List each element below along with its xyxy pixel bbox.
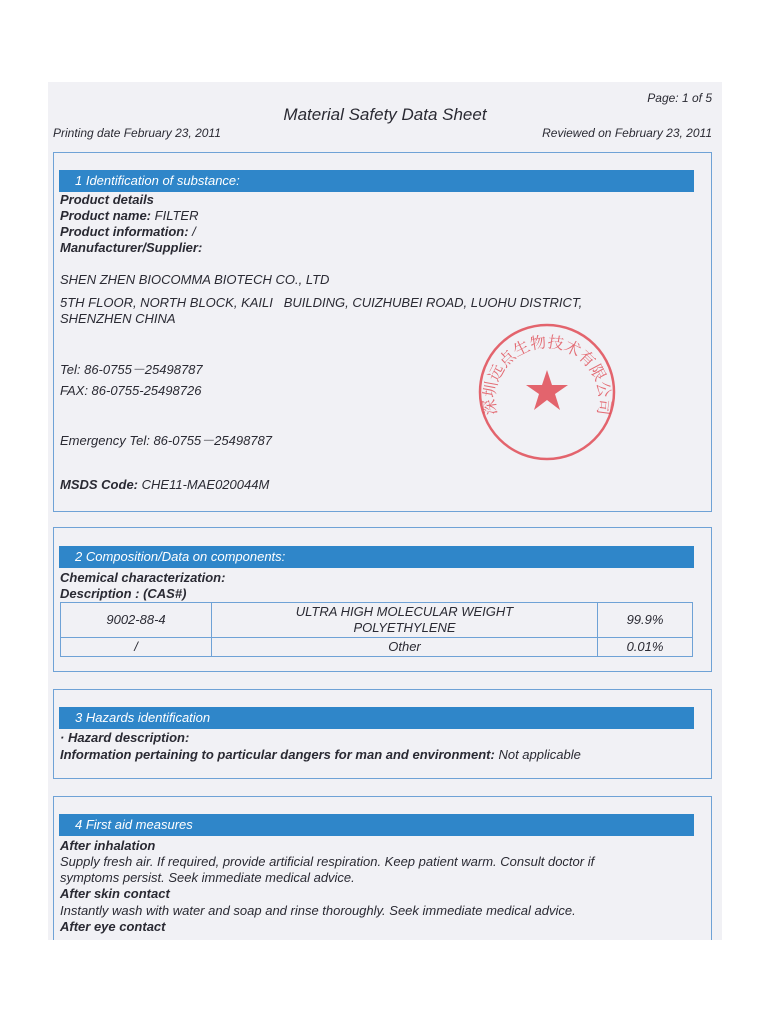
msds-code-value: CHE11-MAE020044M bbox=[141, 477, 270, 492]
section-composition bbox=[53, 527, 712, 672]
emergency-telephone: Emergency Tel: 86-0755－25498787 bbox=[60, 433, 272, 448]
company-seal-stamp bbox=[473, 322, 621, 462]
component-name-line-1: ULTRA HIGH MOLECULAR WEIGHT bbox=[295, 604, 514, 619]
table-row bbox=[61, 603, 693, 638]
section-first-aid bbox=[53, 796, 712, 940]
document-page bbox=[48, 82, 722, 940]
address-line-2: SHENZHEN CHINA bbox=[60, 311, 176, 326]
composition-table bbox=[60, 602, 693, 657]
document-title: Material Safety Data Sheet bbox=[283, 105, 487, 124]
product-name-row bbox=[60, 208, 198, 223]
page-number: Page: 1 of 5 bbox=[647, 91, 712, 105]
component-name bbox=[212, 603, 598, 638]
msds-code-label: MSDS Code: bbox=[60, 477, 138, 492]
chemical-characterization-label: Chemical characterization: bbox=[60, 570, 226, 585]
printing-date: Printing date February 23, 2011 bbox=[53, 126, 221, 140]
hazard-info-value: Not applicable bbox=[498, 747, 581, 762]
manufacturer-label: Manufacturer/Supplier: bbox=[60, 240, 203, 255]
section-2-heading: 2 Composition/Data on components: bbox=[59, 546, 694, 568]
inhalation-text-line-2: symptoms persist. Seek immediate medical advice. bbox=[60, 870, 355, 885]
component-name: Other bbox=[212, 638, 598, 657]
description-label: Description : (CAS#) bbox=[60, 586, 187, 601]
company-name: SHEN ZHEN BIOCOMMA BIOTECH CO., LTD bbox=[60, 272, 330, 287]
after-inhalation-label: After inhalation bbox=[60, 838, 156, 853]
component-percent: 0.01% bbox=[598, 638, 693, 657]
component-percent: 99.9% bbox=[598, 603, 693, 638]
component-name-line-2: POLYETHYLENE bbox=[353, 620, 456, 635]
hazard-description-label: · Hazard description: bbox=[60, 730, 190, 745]
inhalation-text-line-1: Supply fresh air. If required, provide artificial respiration. Keep patient warm. Consult doctor if bbox=[60, 854, 595, 869]
section-hazards bbox=[53, 689, 712, 779]
product-name-label: Product name: bbox=[60, 208, 152, 223]
product-info-label: Product information: bbox=[60, 224, 189, 239]
hazard-info-row bbox=[60, 747, 581, 762]
section-4-heading: 4 First aid measures bbox=[59, 814, 694, 836]
product-info-row bbox=[60, 224, 196, 239]
after-skin-contact-label: After skin contact bbox=[60, 886, 170, 901]
after-eye-contact-label: After eye contact bbox=[60, 919, 166, 934]
msds-code-row bbox=[60, 477, 269, 492]
cas-number: / bbox=[61, 638, 212, 657]
skin-contact-text: Instantly wash with water and soap and rinse thoroughly. Seek immediate medical advice. bbox=[60, 903, 576, 918]
product-info-value: / bbox=[192, 224, 196, 239]
section-3-heading: 3 Hazards identification bbox=[59, 707, 694, 729]
seal-text: 深圳远点生物技术有限公司 bbox=[479, 332, 615, 417]
star-icon bbox=[526, 370, 568, 410]
table-row bbox=[61, 638, 693, 657]
product-name-value: FILTER bbox=[154, 208, 199, 223]
product-details-label: Product details bbox=[60, 192, 154, 207]
cas-number: 9002-88-4 bbox=[61, 603, 212, 638]
hazard-info-label: Information pertaining to particular dangers for man and environment: bbox=[60, 747, 495, 762]
reviewed-date: Reviewed on February 23, 2011 bbox=[542, 126, 712, 140]
fax: FAX: 86-0755-25498726 bbox=[60, 383, 202, 398]
telephone: Tel: 86-0755－25498787 bbox=[60, 362, 203, 377]
section-1-heading: 1 Identification of substance: bbox=[59, 170, 694, 192]
address-line-1: 5TH FLOOR, NORTH BLOCK, KAILI BUILDING, CUIZHUBEI ROAD, LUOHU DISTRICT, bbox=[60, 295, 583, 310]
